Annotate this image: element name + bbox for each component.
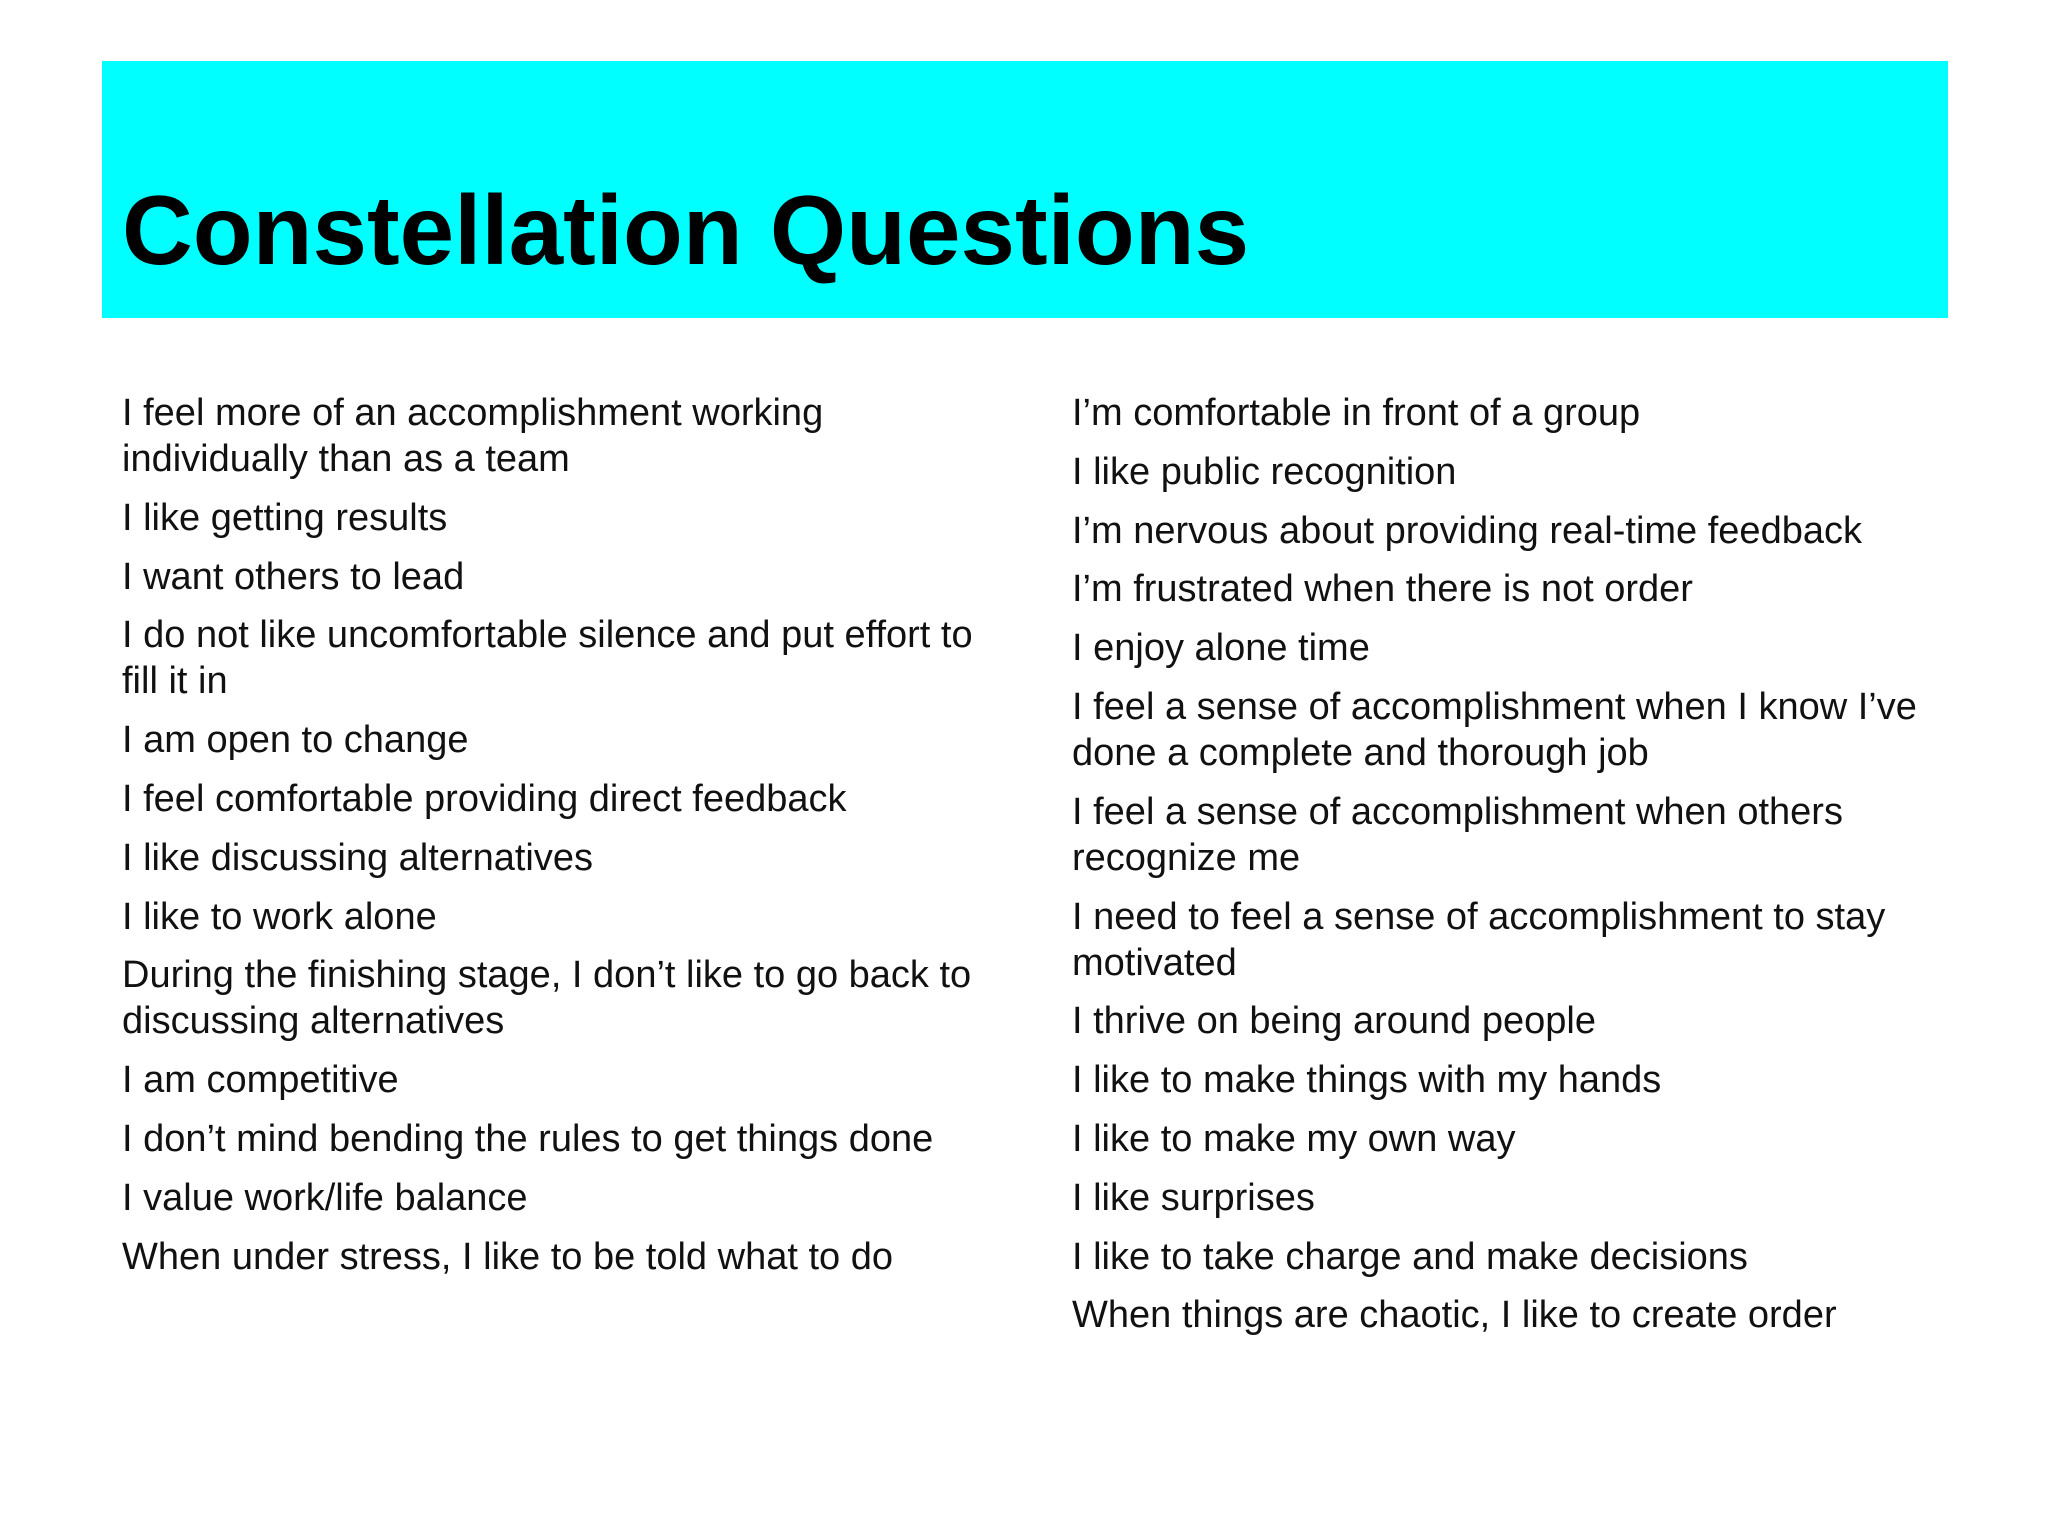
question-item: During the finishing stage, I don’t like to go back to discussing alternatives (122, 954, 972, 1043)
right-question-list (1072, 390, 1942, 1351)
question-item: I’m frustrated when there is not order (1072, 568, 1693, 611)
question-item: I feel a sense of accomplishment when I know I’ve done a complete and thorough job (1072, 685, 1917, 774)
question-item: I like getting results (122, 496, 448, 539)
question-item: I’m comfortable in front of a group (1072, 392, 1641, 434)
question-item: I feel more of an accomplishment working individually than as a team (122, 392, 824, 480)
question-item: When under stress, I like to be told what to do (122, 1235, 893, 1278)
question-item: I enjoy alone time (1072, 627, 1370, 670)
question-item: I like to make things with my hands (1072, 1059, 1662, 1102)
question-item: I like discussing alternatives (122, 836, 593, 879)
question-item: I need to feel a sense of accomplishment to stay motivated (1072, 895, 1886, 984)
question-item: I thrive on being around people (1072, 1000, 1596, 1043)
title-banner (102, 61, 1948, 318)
question-item: I like surprises (1072, 1176, 1315, 1219)
question-item: I’m nervous about providing real-time feedback (1072, 509, 1862, 552)
question-item: I am competitive (122, 1059, 399, 1102)
slide-title: Constellation Questions (122, 175, 1250, 285)
question-item: I like to take charge and make decisions (1072, 1235, 1748, 1278)
question-item: I want others to lead (122, 555, 465, 598)
question-item: I like to work alone (122, 895, 437, 938)
question-item: I like to make my own way (1072, 1117, 1516, 1160)
question-item: I feel comfortable providing direct feedback (122, 777, 847, 820)
question-item: I do not like uncomfortable silence and put effort to fill it in (122, 614, 973, 703)
question-item: I am open to change (122, 719, 469, 762)
question-item: I feel a sense of accomplishment when others recognize me (1072, 790, 1843, 879)
question-item: When things are chaotic, I like to create order (1072, 1294, 1837, 1337)
question-item: I like public recognition (1072, 450, 1457, 493)
question-item: I value work/life balance (122, 1176, 528, 1219)
left-question-list (122, 390, 982, 1292)
question-item: I don’t mind bending the rules to get things done (122, 1117, 934, 1160)
